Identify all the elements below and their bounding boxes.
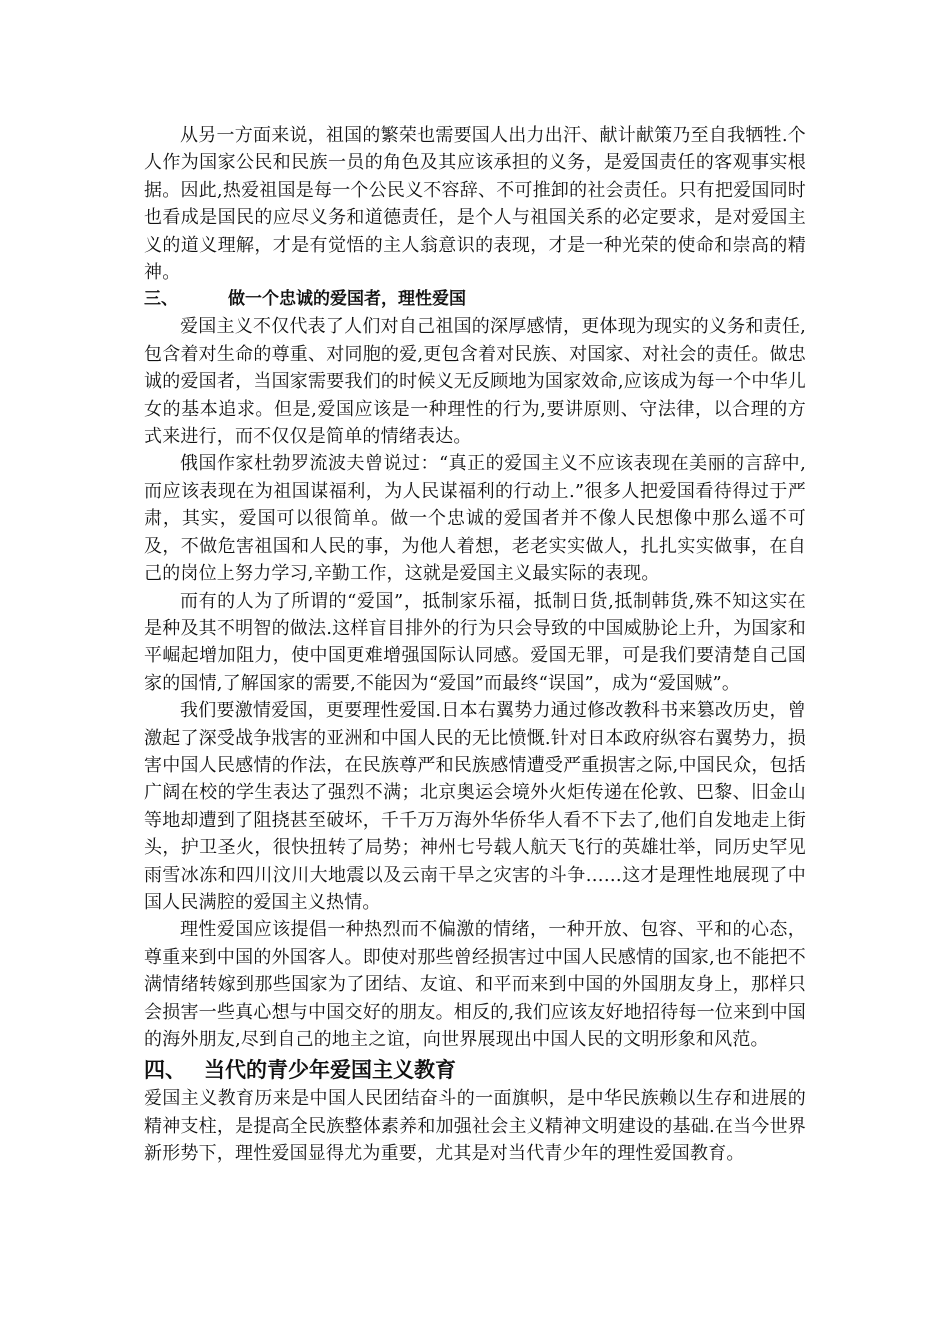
section-4-heading bbox=[144, 1055, 806, 1085]
section-4-title: 当代的青少年爱国主义教育 bbox=[204, 1058, 456, 1083]
paragraph-rational-patriotism: 爱国主义不仅代表了人们对自己祖国的深厚感情，更体现为现实的义务和责任,包含着对生命的尊重、对同胞的爱,更包含着对民族、对国家、对社会的责任。做忠诚的爱国者，当国家需要我们的时候义无反顾地为国家效命,应该成为每一个中华儿女的基本追求。但是,爱国应该是一种理性的行为,要讲原则、守法律，以合理的方式来进行，而不仅仅是简单的情绪表达。 bbox=[144, 316, 806, 448]
paragraph-dobrolyubov-quote: 俄国作家杜勃罗流波夫曾说过：“真正的爱国主义不应该表现在美丽的言辞中,而应该表现在为祖国谋福利，为人民谋福利的行动上.”很多人把爱国看待得过于严肃，其实，爱国可以很简单。做一个忠诚的爱国者并不像人民想像中那么遥不可及，不做危害祖国和人民的事，为他人着想，老老实实做人，扎扎实实做事，在自己的岗位上努力学习,辛勤工作，这就是爱国主义最实际的表现。 bbox=[144, 453, 806, 585]
section-3-number: 三、 bbox=[144, 289, 178, 310]
document-page bbox=[144, 122, 806, 1168]
paragraph-patriotic-duty: 从另一方面来说，祖国的繁荣也需要国人出力出汗、献计献策乃至自我牺牲.个人作为国家公民和民族一员的角色及其应该承担的义务，是爱国责任的客观事实根据。因此,热爱祖国是每一个公民义不容辞、不可推卸的社会责任。只有把爱国同时也看成是国民的应尽义务和道德责任，是个人与祖国关系的必定要求，是对爱国主义的道义理解，才是有觉悟的主人翁意识的表现，才是一种光荣的使命和崇高的精神。 bbox=[144, 125, 806, 284]
paragraph-boycott: 而有的人为了所谓的“爱国”，抵制家乐福，抵制日货,抵制韩货,殊不知这实在是种及其不明智的做法.这样盲目排外的行为只会导致的中国威胁论上升，为国家和平崛起增加阻力，使中国更难增强国际认同感。爱国无罪，可是我们要清楚自己国家的国情,了解国家的需要,不能因为“爱国”而最终“误国”，成为“爱国贼”。 bbox=[144, 590, 806, 694]
paragraph-foreign-guests: 理性爱国应该提倡一种热烈而不偏激的情绪，一种开放、包容、平和的心态，尊重来到中国的外国客人。即使对那些曾经损害过中国人民感情的国家,也不能把不满情绪转嫁到那些国家为了团结、友谊、和平而来到中国的外国朋友身上，那样只会损害一些真心想与中国交好的朋友。相反的,我们应该友好地招待每一位来到中国的海外朋友,尽到自己的地主之谊，向世界展现出中国人民的文明形象和风范。 bbox=[144, 919, 806, 1050]
section-3-heading bbox=[144, 286, 806, 313]
paragraph-youth-education: 爱国主义教育历来是中国人民团结奋斗的一面旗帜，是中华民族赖以生存和进展的精神支柱，是提高全民族整体素养和加强社会主义精神文明建设的基础.在当今世界新形势下，理性爱国显得尤为重要，尤其是对当代青少年的理性爱国教育。 bbox=[144, 1088, 806, 1165]
section-4-number: 四、 bbox=[144, 1058, 186, 1083]
paragraph-passionate-rational: 我们要激情爱国，更要理性爱国.日本右翼势力通过修改教科书来篡改历史，曾激起了深受战争戕害的亚洲和中国人民的无比愤慨.针对日本政府纵容右翼势力，损害中国人民感情的作法，在民族尊严和民族感情遭受严重损害之际,中国民众，包括广阔在校的学生表达了强烈不满；北京奥运会境外火炬传递在伦敦、巴黎、旧金山等地却遭到了阻挠甚至破坏，千千万万海外华侨华人看不下去了,他们自发地走上街头，护卫圣火，很快扭转了局势；神州七号载人航天飞行的英雄壮举，同历史罕见雨雪冰冻和四川汶川大地震以及云南干旱之灾害的斗争……这才是理性地展现了中国人民满腔的爱国主义热情。 bbox=[144, 700, 806, 913]
section-3-title: 做一个忠诚的爱国者，理性爱国 bbox=[228, 289, 466, 310]
